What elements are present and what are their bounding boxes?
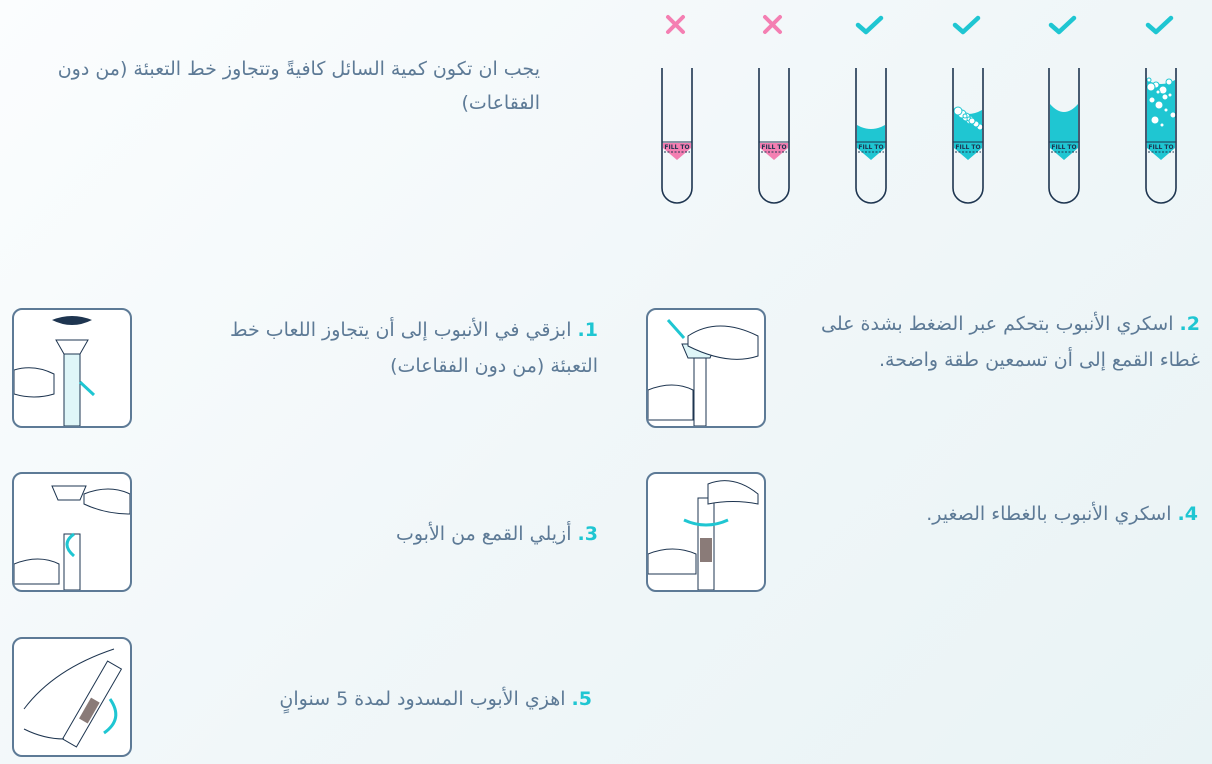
step-text: اسكري الأنبوب بتحكم عبر الضغط بشدة على غطاء القمع إلى أن تسمعين طقة واضحة. (821, 313, 1200, 371)
step-3 (300, 516, 598, 552)
step-5-illustration (12, 637, 132, 757)
tube-3 (841, 10, 901, 210)
step-number: 1. (577, 319, 598, 341)
step-1-illustration (12, 308, 132, 428)
step-3-illustration (12, 472, 132, 592)
fill-line-label: FILL TO (858, 144, 884, 151)
step-text: اهزي الأبوب المسدود لمدة 5 سنوانٍ (279, 688, 566, 710)
check-icon (858, 18, 881, 32)
step-number: 3. (577, 523, 598, 545)
tube-1 (647, 10, 707, 210)
fill-line-label: FILL TO (761, 144, 787, 151)
fill-line-label: FILL TO (1051, 144, 1077, 151)
step-text: اسكري الأنبوب بالغطاء الصغير. (926, 503, 1172, 525)
fill-line-label: FILL TO (1148, 144, 1174, 151)
step-1 (190, 312, 598, 384)
step-text: أزيلي القمع من الأبوب (395, 523, 572, 545)
step-text: ابزقي في الأنبوب إلى أن يتجاوز اللعاب خط التعبئة (من دون الفقاعات) (229, 319, 598, 377)
step-4-illustration (646, 472, 766, 592)
step-2 (800, 306, 1200, 378)
tube-6 (1131, 10, 1191, 210)
step-number: 2. (1179, 313, 1200, 335)
check-icon (955, 18, 978, 32)
tube-5 (1034, 10, 1094, 210)
check-icon (1148, 18, 1171, 32)
cross-icon (668, 17, 683, 32)
tube-2 (744, 10, 804, 210)
check-icon (1051, 18, 1074, 32)
step-4 (820, 496, 1198, 532)
fill-line-label: FILL TO (664, 144, 690, 151)
step-5 (240, 681, 592, 717)
step-number: 5. (571, 688, 592, 710)
fill-line-label: FILL TO (955, 144, 981, 151)
cross-icon (765, 17, 780, 32)
tube-4 (938, 10, 998, 210)
intro-text: يجب ان تكون كمية السائل كافيةً وتتجاوز خط التعبئة (من دون الفقاعات) (57, 58, 540, 114)
step-number: 4. (1177, 503, 1198, 525)
step-2-illustration (646, 308, 766, 428)
